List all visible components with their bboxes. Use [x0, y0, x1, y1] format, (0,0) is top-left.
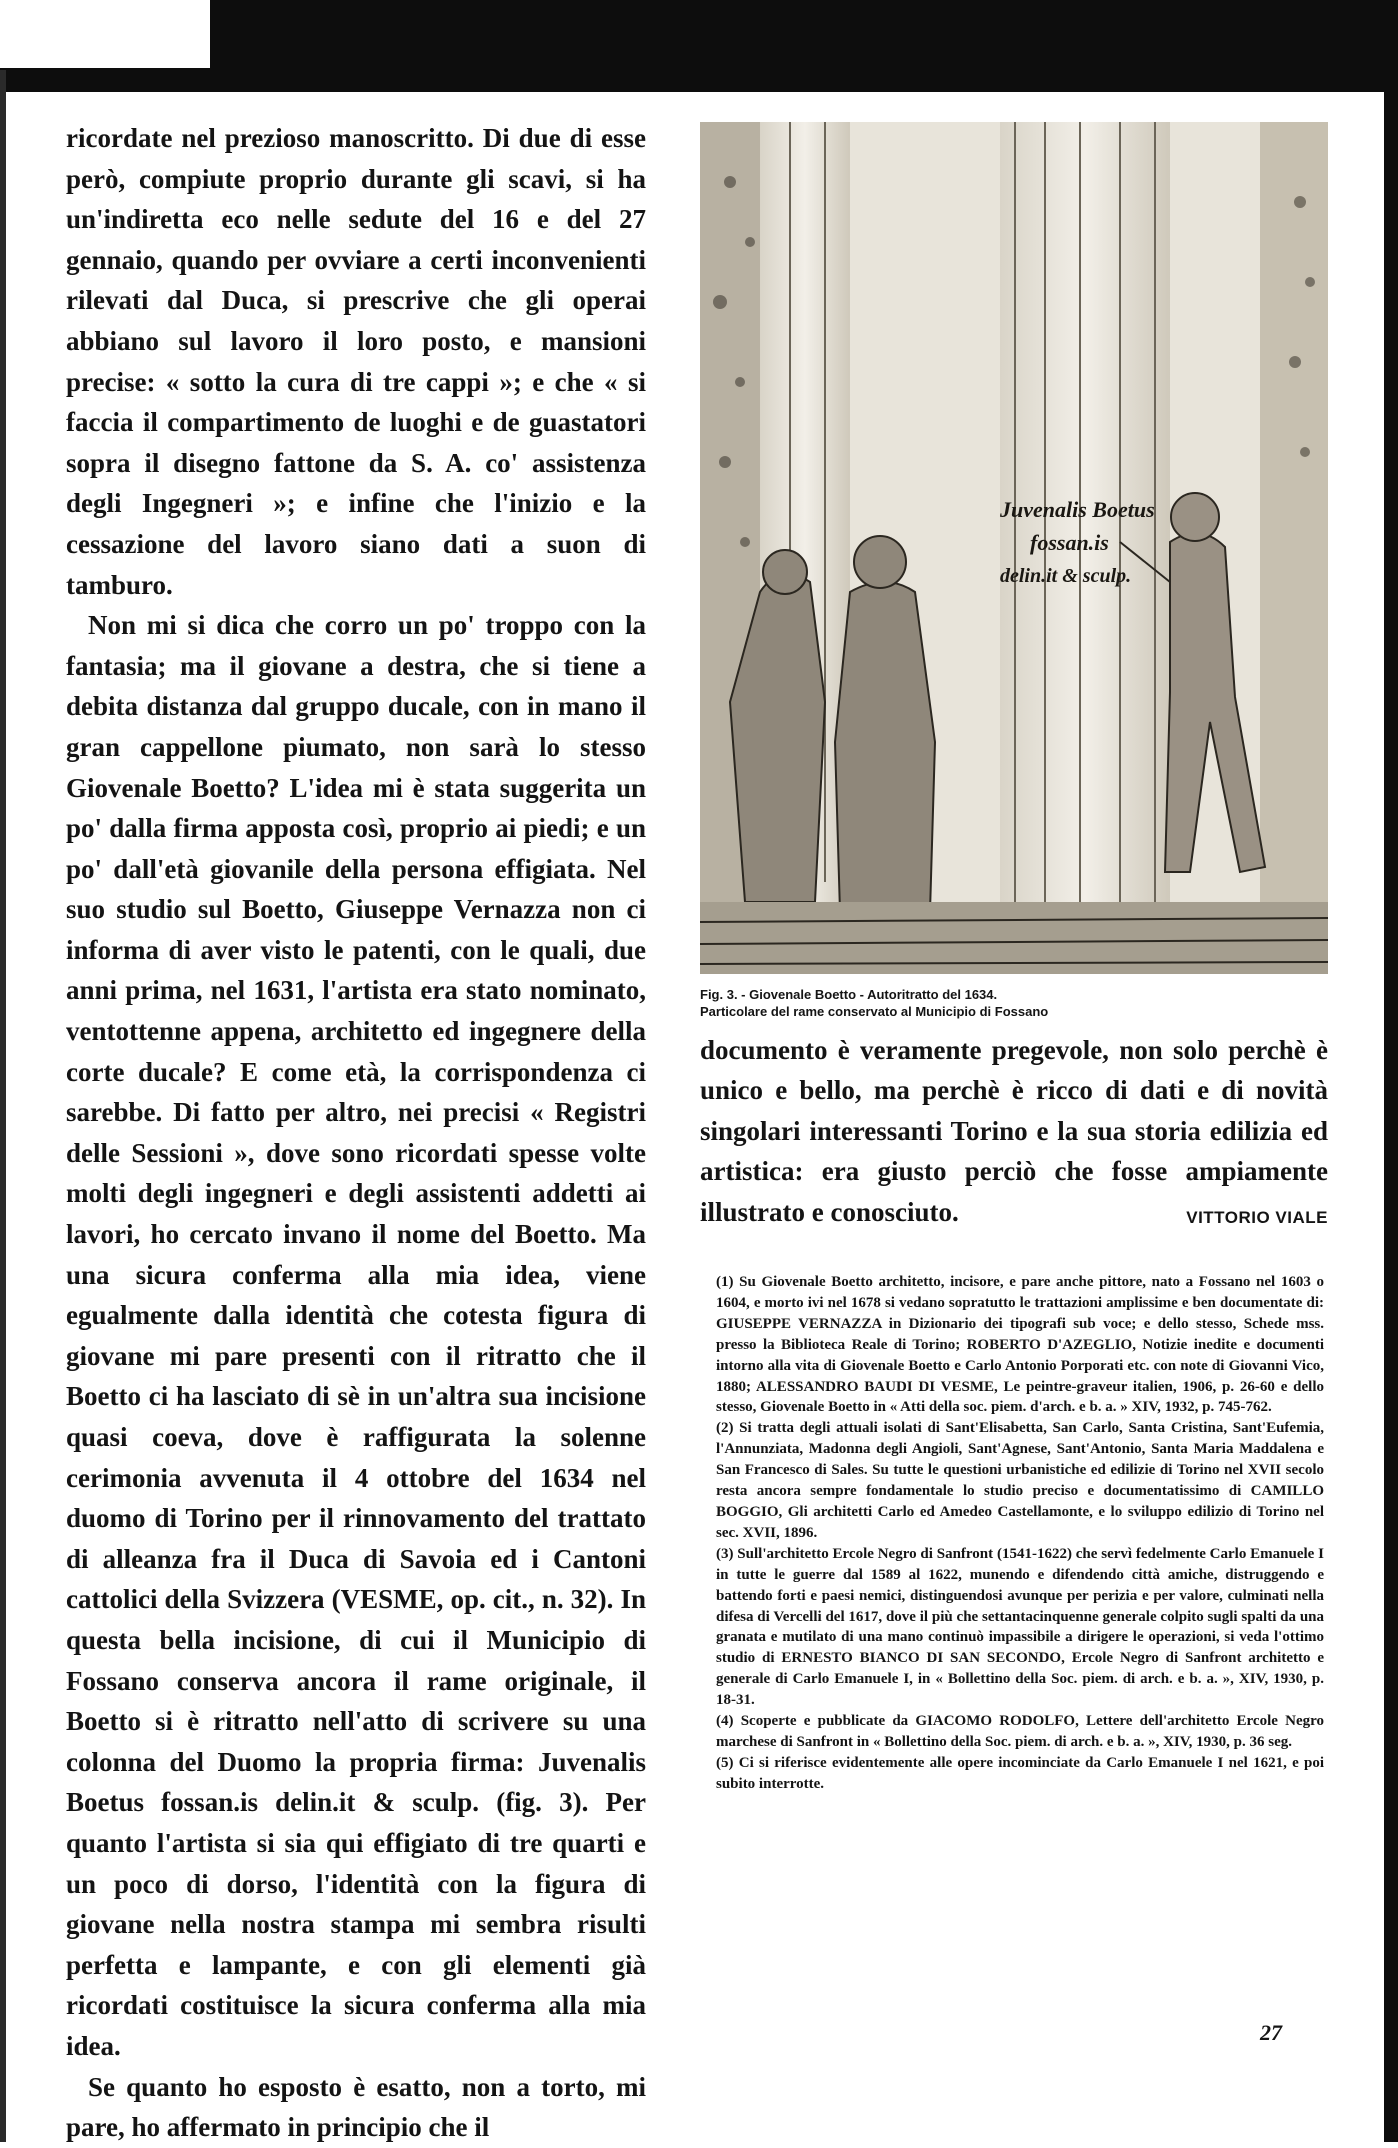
engraving-illustration: [700, 122, 1328, 974]
footnote-1: (1) Su Giovenale Boetto architetto, incisore, e pare anche pittore, nato a Fossano nel 1603 o 1604, e morto ivi nel 1678 si vedano sopratutto le trattazioni amplissime e ben documentate di: GIUSEPPE VERNAZZA in Dizionario dei tipografi sub voce; e dello stesso, Schede mss. presso la Biblioteca Reale di Torino; ROBERTO D'AZEGLIO, Notizie inedite e documenti intorno alla vita di Giovenale Boetto e Carlo Antonio Porporati etc. con note di Giovanni Vico, 1880; ALESSANDRO BAUDI DI VESME, Le peintre-graveur italien, 1906, p. 26-60 e dello stesso, Giovenale Boetto in « Atti della soc. piem. d'arch. e b. a. » XIV, 1932, p. 745-762.: [716, 1274, 1324, 1416]
left-column-text: [66, 118, 646, 2148]
figure-caption: [700, 986, 1328, 1020]
author-signature: VITTORIO VIALE: [1186, 1207, 1328, 1227]
scan-left-border: [0, 70, 6, 2142]
conclusion-text: documento è veramente pregevole, non solo perchè è unico e bello, ma perchè è ricco di dati e di novità singolari interessanti Torino e la sua storia edilizia ed artistica: era giusto perciò che fosse ampiamente illustrato e conosciuto.: [700, 1035, 1328, 1227]
inscription-line-1: Juvenalis Boetus: [1000, 497, 1155, 522]
page-number: 27: [1260, 2020, 1282, 2045]
footnote-4: (4) Scoperte e pubblicate da GIACOMO RODOLFO, Lettere dell'architetto Ercole Negro marchese di Sanfront in « Bollettino della Soc. piem. di arch. e b. a. », XIV, 1930, p. 36 seg.: [716, 1713, 1324, 1750]
scan-corner: [0, 0, 210, 68]
caption-line-2: Particolare del rame conservato al Municipio di Fossano: [700, 1004, 1049, 1019]
caption-line-1: Fig. 3. - Giovenale Boetto - Autoritratto del 1634.: [700, 987, 998, 1002]
inscription-line-2: fossan.is: [1030, 530, 1109, 555]
footnotes: [716, 1272, 1324, 1795]
paragraph-3: Se quanto ho esposto è esatto, non a torto, mi pare, ho affermato in principio che il: [66, 2071, 646, 2143]
footnote-2: (2) Si tratta degli attuali isolati di Sant'Elisabetta, San Carlo, Santa Cristina, Sant'Eufemia, l'Annunziata, Madonna degli Angioli, Sant'Agnese, Sant'Antonio, Santa Maria Maddalena e San Francesco di Sales. Su tutte le questioni urbanistiche ed edilizie di Torino nel XVII secolo resta ancora sempre fondamentale lo studio preciso e documentatissimo di CAMILLO BOGGIO, Gli architetti Carlo ed Amedeo Castellamonte, e lo sviluppo edilizio di Torino nel sec. XVII, 1896.: [716, 1420, 1324, 1541]
paragraph-1: ricordate nel prezioso manoscritto. Di due di esse però, compiute proprio durante gli scavi, si ha un'indiretta eco nelle sedute del 16 e del 27 gennaio, quando per ovviare a certi inconvenienti rilevati dal Duca, si prescrive che gli operai abbiano sul lavoro il loro posto, e mansioni precise: « sotto la cura di tre cappi »; e che « si faccia il compartimento de luoghi e de guastatori sopra il disegno fattone da S. A. co' assistenza degli Ingegneri »; e infine che l'inizio e la cessazione del lavoro siano dati a suon di tamburo.: [66, 123, 646, 600]
scan-right-border: [1384, 0, 1398, 2142]
footnote-5: (5) Ci si riferisce evidentemente alle opere incominciate da Carlo Emanuele I nel 1621, e poi subito interrotte.: [716, 1754, 1324, 1792]
column-right: [1260, 122, 1328, 974]
paragraph-2: Non mi si dica che corro un po' troppo con la fantasia; ma il giovane a destra, che si tiene a debita distanza dal gruppo ducale, con in mano il gran cappellone piumato, non sarà lo stesso Giovenale Boetto? L'idea mi è stata suggerita un po' dalla firma apposta così, proprio ai piedi; e un po' dall'età giovanile della persona effigiata. Nel suo studio sul Boetto, Giuseppe Vernazza non ci informa di aver visto le patenti, con le quali, due anni prima, nel 1631, l'artista era stato nominato, ventottenne appena, architetto ed ingegnere della corte ducale? E come età, la corrispondenza ci sarebbe. Di fatto per altro, nei precisi « Registri delle Sessioni », dove sono ricordati spesse volte molti degli ingegneri e degli assistenti addetti ai lavori, ho cercato invano il nome del Boetto. Ma una sicura conferma alla mia idea, viene egualmente dalla identità che cotesta figura di giovane mi pare presenti con il ritratto che il Boetto ci ha lasciato di sè in un'altra sua incisione quasi coeva, dove è raffigurata la solenne cerimonia avvenuta il 4 ottobre del 1634 nel duomo di Torino per il rinnovamento del trattato di alleanza fra il Duca di Savoia ed i Cantoni cattolici della Svizzera (VESME, op. cit., n. 32). In questa bella incisione, di cui il Municipio di Fossano conserva ancora il rame originale, il Boetto si è ritratto nell'atto di scrivere su una colonna del Duomo la propria firma: Juvenalis Boetus fossan.is delin.it & sculp. (fig. 3). Per quanto l'artista si sia qui effigiato di tre quarti e un poco di dorso, l'identità con la figura di giovane nella nostra stampa mi sembra risulti perfetta e lampante, e con gli elementi già ricordati costituisce la sicura conferma alla mia idea.: [66, 610, 646, 2061]
paragraph-conclusion: [700, 1030, 1328, 1232]
inscription-line-3: delin.it & sculp.: [1000, 565, 1132, 587]
right-column-text: [700, 1030, 1328, 1238]
footnote-3: (3) Sull'architetto Ercole Negro di Sanfront (1541-1622) che servì fedelmente Carlo Emanuele I in tutte le guerre dal 1589 al 1622, munendo e difendendo città amiche, distruggendo e battendo forti e paesi nemici, distinguendosi avunque per perizia e per valore, culminati nella difesa di Vercelli del 1617, dove il più che settantacinquenne generale colpito sugli spalti da una granata e mutilato di una mano continuò impassibile a dirigere le operazioni, si veda l'ottimo studio di ERNESTO BIANCO DI SAN SECONDO, Ercole Negro di Sanfront architetto e generale di Carlo Emanuele I, in « Bollettino della Soc. piem. di arch. e b. a. », XIV, 1930, p. 18-31.: [716, 1545, 1324, 1709]
